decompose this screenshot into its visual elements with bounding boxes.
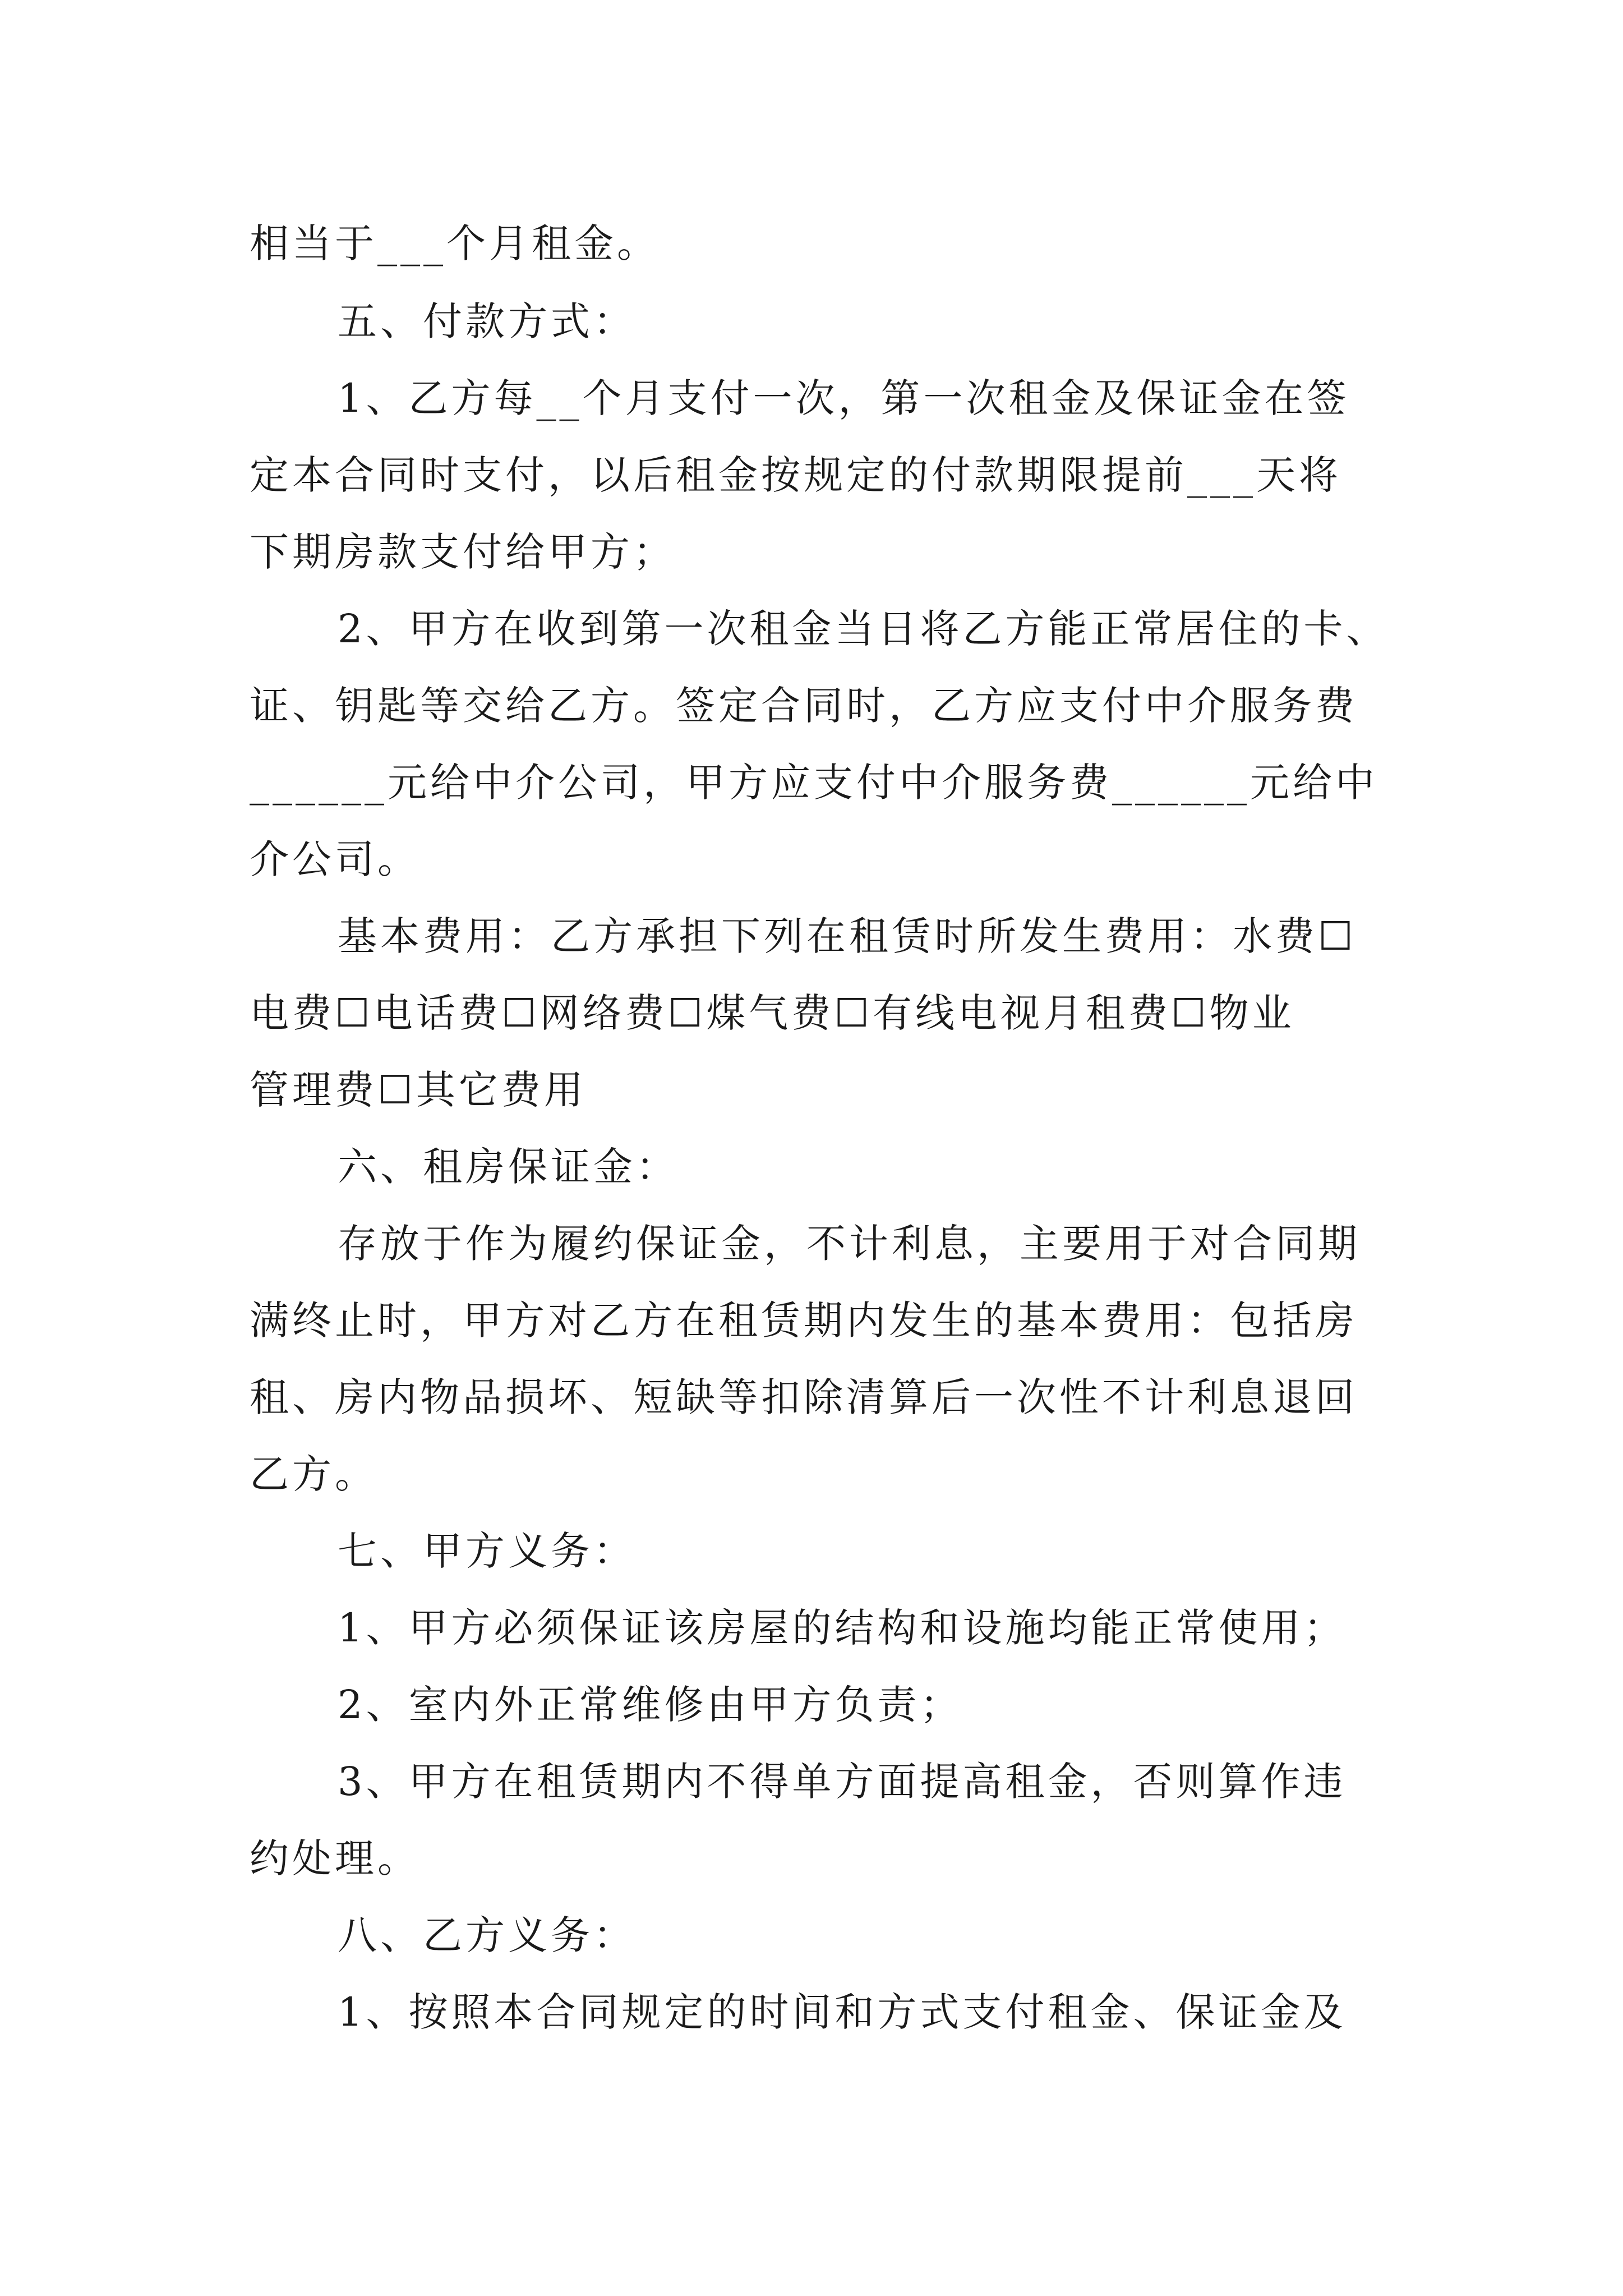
section-heading: 八、乙方义务： <box>338 1912 636 1958</box>
section-heading: 六、租房保证金： <box>338 1144 679 1190</box>
text-line: 相当于___个月租金。 <box>250 220 660 266</box>
text-line: 约处理。 <box>250 1835 420 1881</box>
text-line: 3、甲方在租赁期内不得单方面提高租金，否则算作违 <box>338 1759 1347 1805</box>
text-line: 1、按照本合同规定的时间和方式支付租金、保证金及 <box>338 1989 1347 2035</box>
text-line: 管理费☐其它费用 <box>250 1067 587 1113</box>
text-line: 2、甲方在收到第一次租金当日将乙方能正常居住的卡、 <box>338 606 1389 652</box>
text-line: 乙方。 <box>250 1451 377 1497</box>
text-line: 下期房款支付给甲方； <box>250 529 676 575</box>
text-line: 2、室内外正常维修由甲方负责； <box>338 1682 963 1728</box>
text-line: 介公司。 <box>250 836 420 882</box>
text-line: ______元给中介公司，甲方应支付中介服务费______元给中 <box>250 760 1378 806</box>
text-line: 满终止时，甲方对乙方在租赁期内发生的基本费用：包括房 <box>250 1297 1358 1343</box>
section-heading: 七、甲方义务： <box>338 1528 636 1574</box>
text-line: 电费☐电话费☐网络费☐煤气费☐有线电视月租费☐物业 <box>250 990 1295 1036</box>
text-line: 1、甲方必须保证该房屋的结构和设施均能正常使用； <box>338 1605 1347 1651</box>
text-line: 证、钥匙等交给乙方。签定合同时，乙方应支付中介服务费 <box>250 683 1358 729</box>
text-line: 基本费用：乙方承担下列在租赁时所发生费用：水费☐ <box>338 913 1357 959</box>
text-line: 存放于作为履约保证金，不计利息，主要用于对合同期 <box>338 1221 1361 1267</box>
section-heading: 五、付款方式： <box>338 298 636 344</box>
text-line: 租、房内物品损坏、短缺等扣除清算后一次性不计利息退回 <box>250 1374 1358 1420</box>
text-line: 1、乙方每__个月支付一次，第一次租金及保证金在签 <box>338 375 1350 421</box>
text-line: 定本合同时支付，以后租金按规定的付款期限提前___天将 <box>250 452 1341 498</box>
